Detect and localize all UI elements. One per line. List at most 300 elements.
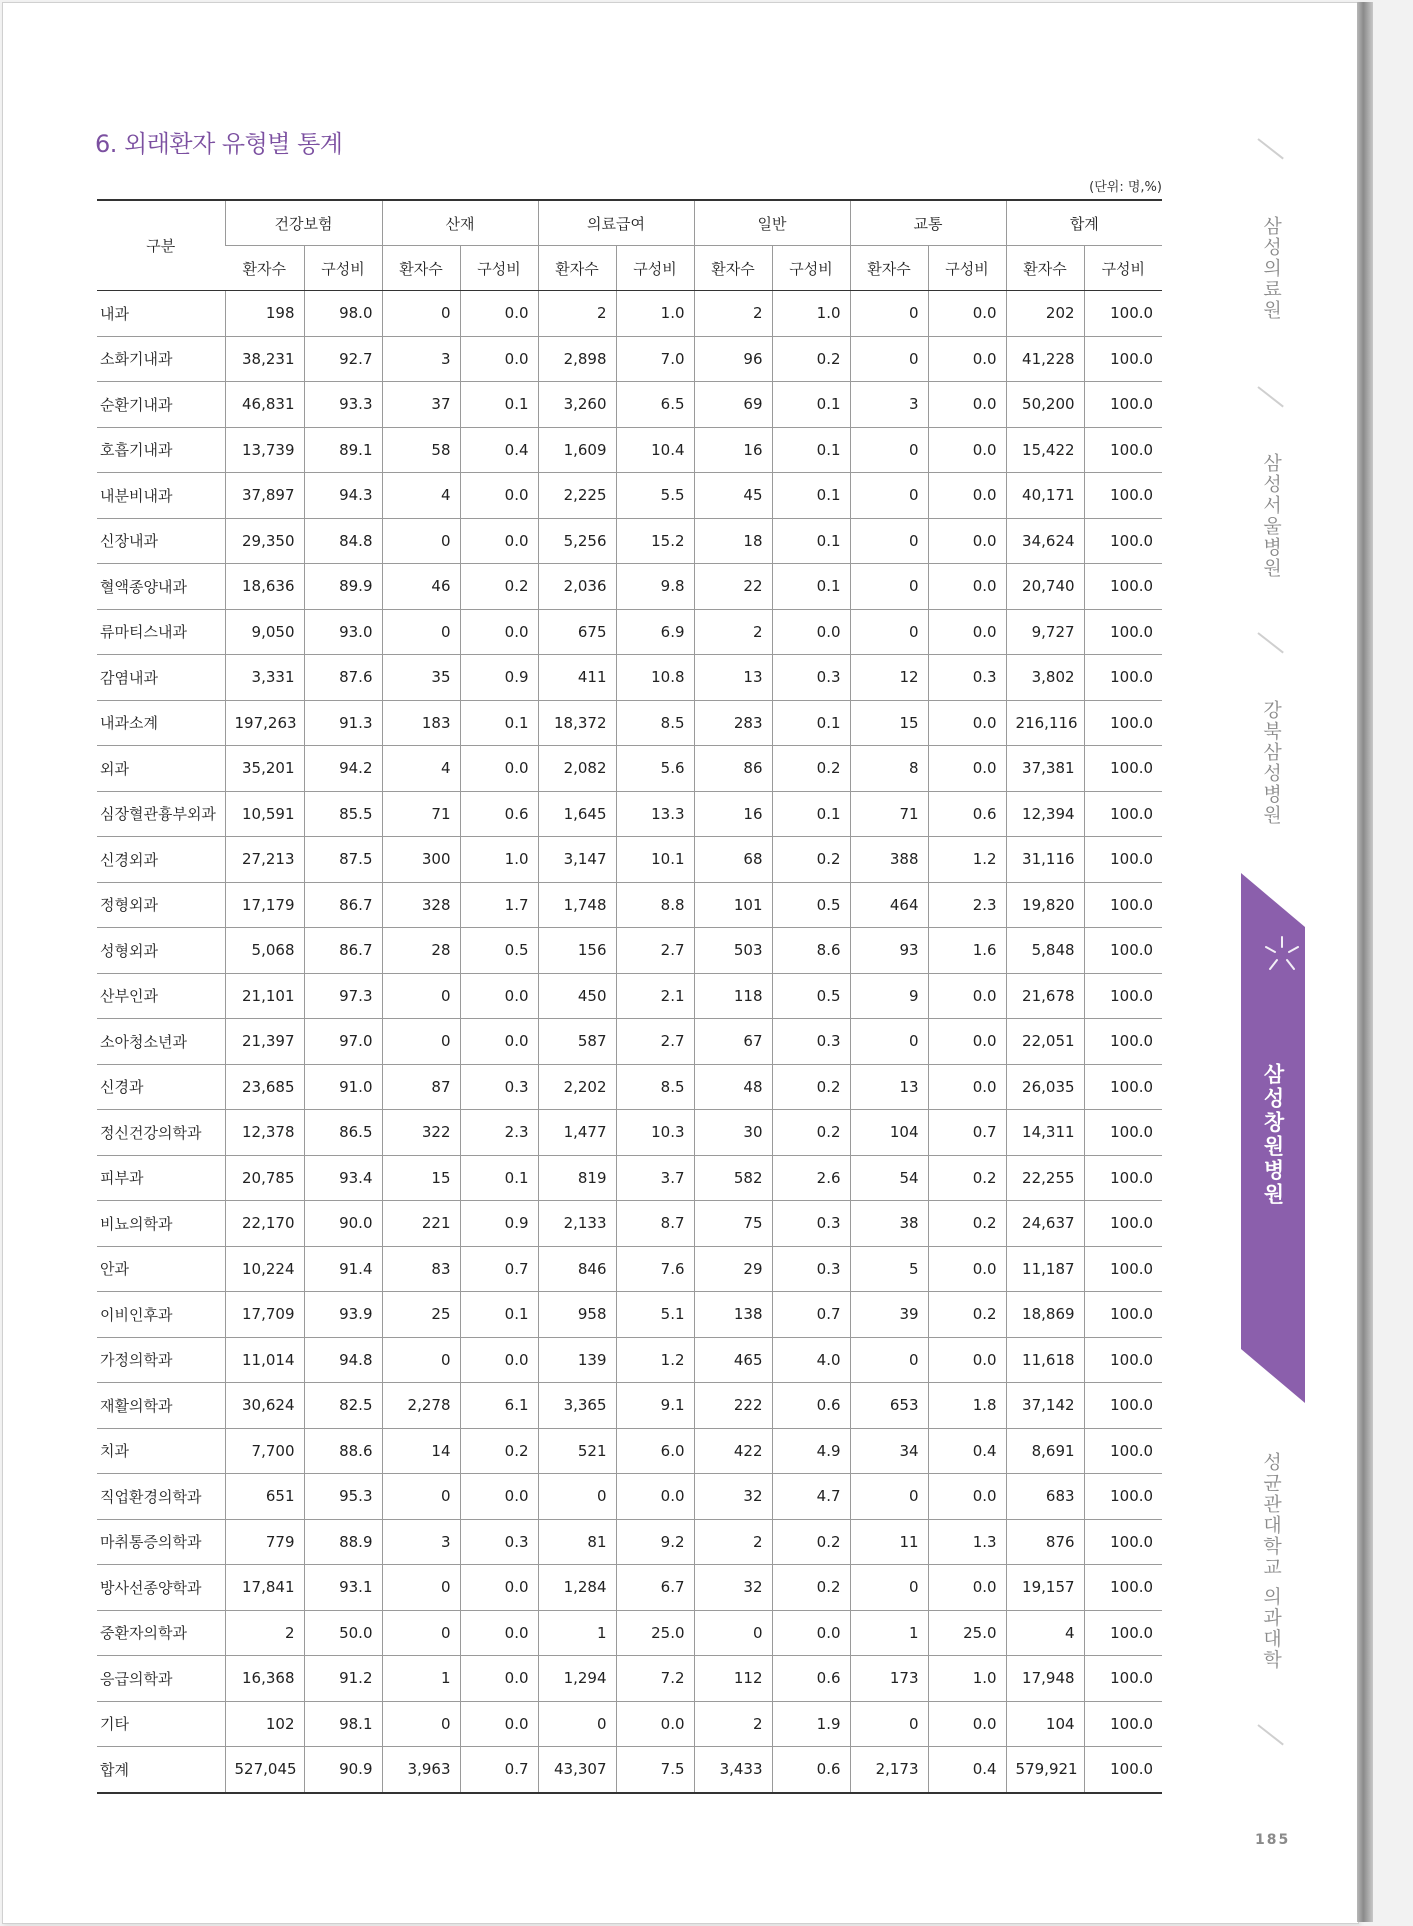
cell-ratio: 1.3 bbox=[928, 1519, 1006, 1565]
cell-ratio: 10.1 bbox=[616, 837, 694, 883]
row-label: 안과 bbox=[97, 1246, 225, 1292]
table-row bbox=[97, 1019, 1162, 1065]
cell-patients: 3,365 bbox=[538, 1383, 616, 1429]
cell-patients: 197,263 bbox=[225, 700, 304, 746]
cell-ratio: 100.0 bbox=[1084, 1019, 1162, 1065]
cell-ratio: 1.0 bbox=[616, 291, 694, 337]
cell-patients: 300 bbox=[382, 837, 460, 883]
cell-ratio: 0.0 bbox=[928, 700, 1006, 746]
cell-patients: 18,372 bbox=[538, 700, 616, 746]
cell-patients: 18,869 bbox=[1006, 1292, 1084, 1338]
cell-ratio: 0.2 bbox=[460, 1428, 538, 1474]
cell-ratio: 0.0 bbox=[928, 973, 1006, 1019]
cell-patients: 13 bbox=[694, 655, 772, 701]
cell-ratio: 0.9 bbox=[460, 1201, 538, 1247]
cell-patients: 5,848 bbox=[1006, 928, 1084, 974]
cell-ratio: 6.1 bbox=[460, 1383, 538, 1429]
cell-ratio: 0.1 bbox=[772, 382, 850, 428]
cell-patients: 0 bbox=[850, 1701, 928, 1747]
cell-patients: 0 bbox=[850, 609, 928, 655]
cell-ratio: 100.0 bbox=[1084, 1110, 1162, 1156]
row-label: 내과 bbox=[97, 291, 225, 337]
cell-ratio: 0.0 bbox=[460, 1474, 538, 1520]
row-label: 소화기내과 bbox=[97, 336, 225, 382]
cell-patients: 0 bbox=[382, 291, 460, 337]
cell-ratio: 85.5 bbox=[304, 791, 382, 837]
cell-patients: 38,231 bbox=[225, 336, 304, 382]
side-nav-item-samsung-medical[interactable]: 삼성의료원 bbox=[1260, 216, 1282, 321]
cell-ratio: 100.0 bbox=[1084, 291, 1162, 337]
cell-patients: 0 bbox=[850, 518, 928, 564]
cell-ratio: 9.2 bbox=[616, 1519, 694, 1565]
cell-ratio: 8.5 bbox=[616, 1064, 694, 1110]
cell-ratio: 87.6 bbox=[304, 655, 382, 701]
cell-ratio: 0.2 bbox=[772, 1064, 850, 1110]
cell-ratio: 2.7 bbox=[616, 928, 694, 974]
cell-patients: 28 bbox=[382, 928, 460, 974]
cell-ratio: 0.0 bbox=[460, 973, 538, 1019]
cell-patients: 7,700 bbox=[225, 1428, 304, 1474]
group-header: 합계 bbox=[1006, 200, 1162, 246]
sub-header-patients: 환자수 bbox=[538, 246, 616, 291]
cell-ratio: 94.3 bbox=[304, 473, 382, 519]
cell-patients: 464 bbox=[850, 882, 928, 928]
cell-ratio: 0.3 bbox=[460, 1519, 538, 1565]
cell-ratio: 0.0 bbox=[460, 609, 538, 655]
cell-patients: 41,228 bbox=[1006, 336, 1084, 382]
cell-ratio: 0.0 bbox=[928, 1565, 1006, 1611]
cell-ratio: 6.9 bbox=[616, 609, 694, 655]
cell-patients: 1,294 bbox=[538, 1656, 616, 1702]
cell-patients: 0 bbox=[382, 1701, 460, 1747]
cell-ratio: 8.7 bbox=[616, 1201, 694, 1247]
cell-ratio: 4.0 bbox=[772, 1337, 850, 1383]
cell-patients: 16 bbox=[694, 427, 772, 473]
cell-ratio: 91.0 bbox=[304, 1064, 382, 1110]
cell-patients: 11,187 bbox=[1006, 1246, 1084, 1292]
cell-patients: 1,645 bbox=[538, 791, 616, 837]
table-row bbox=[97, 1565, 1162, 1611]
cell-patients: 37,897 bbox=[225, 473, 304, 519]
cell-ratio: 100.0 bbox=[1084, 473, 1162, 519]
cell-patients: 31,116 bbox=[1006, 837, 1084, 883]
cell-patients: 30 bbox=[694, 1110, 772, 1156]
cell-ratio: 93.3 bbox=[304, 382, 382, 428]
table-row bbox=[97, 746, 1162, 792]
side-nav-item-samsung-changwon[interactable]: 삼성창원병원 bbox=[1261, 1063, 1285, 1207]
cell-patients: 579,921 bbox=[1006, 1747, 1084, 1793]
cell-patients: 139 bbox=[538, 1337, 616, 1383]
sub-header-ratio: 구성비 bbox=[304, 246, 382, 291]
cell-ratio: 0.0 bbox=[928, 473, 1006, 519]
table-header bbox=[97, 200, 1162, 291]
cell-patients: 221 bbox=[382, 1201, 460, 1247]
cell-patients: 10,591 bbox=[225, 791, 304, 837]
row-label: 신장내과 bbox=[97, 518, 225, 564]
cell-ratio: 100.0 bbox=[1084, 973, 1162, 1019]
cell-patients: 34 bbox=[850, 1428, 928, 1474]
cell-patients: 8,691 bbox=[1006, 1428, 1084, 1474]
cell-patients: 21,101 bbox=[225, 973, 304, 1019]
table-row bbox=[97, 882, 1162, 928]
cell-patients: 0 bbox=[382, 1337, 460, 1383]
cell-ratio: 2.6 bbox=[772, 1155, 850, 1201]
cell-ratio: 94.2 bbox=[304, 746, 382, 792]
sub-header-patients: 환자수 bbox=[850, 246, 928, 291]
cell-ratio: 0.0 bbox=[928, 564, 1006, 610]
cell-patients: 2,278 bbox=[382, 1383, 460, 1429]
cell-patients: 2 bbox=[538, 291, 616, 337]
page-number: 185 bbox=[1255, 1832, 1291, 1848]
cell-ratio: 0.2 bbox=[772, 1519, 850, 1565]
cell-ratio: 0.0 bbox=[928, 609, 1006, 655]
cell-patients: 582 bbox=[694, 1155, 772, 1201]
cell-ratio: 0.0 bbox=[460, 1019, 538, 1065]
cell-patients: 0 bbox=[382, 1474, 460, 1520]
page-edge bbox=[1357, 2, 1373, 1922]
cell-patients: 26,035 bbox=[1006, 1064, 1084, 1110]
row-label: 내분비내과 bbox=[97, 473, 225, 519]
cell-ratio: 0.0 bbox=[928, 1246, 1006, 1292]
cell-ratio: 0.0 bbox=[460, 518, 538, 564]
cell-ratio: 100.0 bbox=[1084, 746, 1162, 792]
cell-ratio: 0.5 bbox=[772, 882, 850, 928]
cell-patients: 283 bbox=[694, 700, 772, 746]
cell-patients: 0 bbox=[382, 1610, 460, 1656]
table-row bbox=[97, 564, 1162, 610]
cell-ratio: 0.1 bbox=[772, 700, 850, 746]
row-label: 중환자의학과 bbox=[97, 1610, 225, 1656]
row-label: 이비인후과 bbox=[97, 1292, 225, 1338]
cell-ratio: 0.2 bbox=[928, 1201, 1006, 1247]
table-row bbox=[97, 518, 1162, 564]
cell-patients: 846 bbox=[538, 1246, 616, 1292]
cell-ratio: 93.1 bbox=[304, 1565, 382, 1611]
cell-patients: 81 bbox=[538, 1519, 616, 1565]
cell-ratio: 0.3 bbox=[772, 655, 850, 701]
cell-ratio: 13.3 bbox=[616, 791, 694, 837]
cell-ratio: 9.8 bbox=[616, 564, 694, 610]
cell-ratio: 0.3 bbox=[772, 1246, 850, 1292]
table-row bbox=[97, 1337, 1162, 1383]
cell-ratio: 0.0 bbox=[928, 746, 1006, 792]
sub-header-patients: 환자수 bbox=[225, 246, 304, 291]
cell-patients: 779 bbox=[225, 1519, 304, 1565]
group-header: 일반 bbox=[694, 200, 850, 246]
cell-ratio: 90.9 bbox=[304, 1747, 382, 1793]
cell-patients: 651 bbox=[225, 1474, 304, 1520]
cell-ratio: 88.6 bbox=[304, 1428, 382, 1474]
cell-patients: 3,260 bbox=[538, 382, 616, 428]
cell-ratio: 90.0 bbox=[304, 1201, 382, 1247]
cell-ratio: 1.8 bbox=[928, 1383, 1006, 1429]
cell-patients: 19,820 bbox=[1006, 882, 1084, 928]
cell-ratio: 0.2 bbox=[460, 564, 538, 610]
row-label: 내과소계 bbox=[97, 700, 225, 746]
cell-patients: 9 bbox=[850, 973, 928, 1019]
row-label: 정형외과 bbox=[97, 882, 225, 928]
cell-patients: 34,624 bbox=[1006, 518, 1084, 564]
cell-patients: 17,841 bbox=[225, 1565, 304, 1611]
cell-ratio: 100.0 bbox=[1084, 1656, 1162, 1702]
cell-ratio: 1.9 bbox=[772, 1701, 850, 1747]
cell-ratio: 0.0 bbox=[928, 1337, 1006, 1383]
cell-patients: 2,202 bbox=[538, 1064, 616, 1110]
cell-patients: 422 bbox=[694, 1428, 772, 1474]
cell-patients: 1 bbox=[538, 1610, 616, 1656]
cell-patients: 0 bbox=[850, 291, 928, 337]
cell-patients: 101 bbox=[694, 882, 772, 928]
cell-ratio: 0.0 bbox=[928, 427, 1006, 473]
cell-ratio: 100.0 bbox=[1084, 928, 1162, 974]
cell-patients: 2,898 bbox=[538, 336, 616, 382]
table-row bbox=[97, 609, 1162, 655]
cell-ratio: 97.3 bbox=[304, 973, 382, 1019]
cell-patients: 876 bbox=[1006, 1519, 1084, 1565]
cell-ratio: 1.0 bbox=[772, 291, 850, 337]
side-nav-item-kangbuk-samsung[interactable]: 강북삼성병원 bbox=[1260, 700, 1282, 826]
cell-patients: 22,051 bbox=[1006, 1019, 1084, 1065]
cell-patients: 75 bbox=[694, 1201, 772, 1247]
cell-patients: 173 bbox=[850, 1656, 928, 1702]
cell-patients: 93 bbox=[850, 928, 928, 974]
sub-header-ratio: 구성비 bbox=[616, 246, 694, 291]
cell-patients: 4 bbox=[382, 746, 460, 792]
table-row bbox=[97, 427, 1162, 473]
cell-patients: 67 bbox=[694, 1019, 772, 1065]
cell-patients: 11,014 bbox=[225, 1337, 304, 1383]
table-row bbox=[97, 791, 1162, 837]
cell-ratio: 0.9 bbox=[460, 655, 538, 701]
cell-ratio: 6.5 bbox=[616, 382, 694, 428]
row-label: 치과 bbox=[97, 1428, 225, 1474]
cell-patients: 48 bbox=[694, 1064, 772, 1110]
cell-ratio: 86.7 bbox=[304, 928, 382, 974]
cell-ratio: 0.6 bbox=[928, 791, 1006, 837]
cell-ratio: 100.0 bbox=[1084, 1201, 1162, 1247]
cell-ratio: 100.0 bbox=[1084, 1383, 1162, 1429]
cell-ratio: 100.0 bbox=[1084, 791, 1162, 837]
cell-ratio: 4.7 bbox=[772, 1474, 850, 1520]
cell-patients: 12,378 bbox=[225, 1110, 304, 1156]
cell-ratio: 97.0 bbox=[304, 1019, 382, 1065]
cell-patients: 521 bbox=[538, 1428, 616, 1474]
cell-ratio: 0.0 bbox=[460, 1656, 538, 1702]
cell-patients: 1,748 bbox=[538, 882, 616, 928]
total-row bbox=[97, 1747, 1162, 1793]
cell-ratio: 0.0 bbox=[616, 1701, 694, 1747]
cell-patients: 328 bbox=[382, 882, 460, 928]
cell-ratio: 93.4 bbox=[304, 1155, 382, 1201]
cell-patients: 18 bbox=[694, 518, 772, 564]
cell-patients: 9,050 bbox=[225, 609, 304, 655]
table-row bbox=[97, 1701, 1162, 1747]
section-title: 6. 외래환자 유형별 통계 bbox=[95, 130, 343, 158]
cell-ratio: 100.0 bbox=[1084, 427, 1162, 473]
cell-ratio: 100.0 bbox=[1084, 1747, 1162, 1793]
cell-patients: 683 bbox=[1006, 1474, 1084, 1520]
cell-patients: 20,740 bbox=[1006, 564, 1084, 610]
cell-patients: 29 bbox=[694, 1246, 772, 1292]
cell-patients: 198 bbox=[225, 291, 304, 337]
cell-patients: 2 bbox=[694, 609, 772, 655]
cell-ratio: 92.7 bbox=[304, 336, 382, 382]
cell-ratio: 0.3 bbox=[928, 655, 1006, 701]
row-label: 소아청소년과 bbox=[97, 1019, 225, 1065]
row-label: 재활의학과 bbox=[97, 1383, 225, 1429]
cell-patients: 19,157 bbox=[1006, 1565, 1084, 1611]
row-label: 감염내과 bbox=[97, 655, 225, 701]
cell-patients: 3 bbox=[850, 382, 928, 428]
table-row bbox=[97, 473, 1162, 519]
unit-label: (단위: 명,%) bbox=[1089, 180, 1162, 195]
cell-patients: 183 bbox=[382, 700, 460, 746]
cell-patients: 156 bbox=[538, 928, 616, 974]
row-label: 정신건강의학과 bbox=[97, 1110, 225, 1156]
cell-ratio: 0.0 bbox=[460, 291, 538, 337]
table-row bbox=[97, 928, 1162, 974]
cell-patients: 1 bbox=[382, 1656, 460, 1702]
cell-patients: 2,082 bbox=[538, 746, 616, 792]
cell-ratio: 91.4 bbox=[304, 1246, 382, 1292]
cell-patients: 2 bbox=[694, 1519, 772, 1565]
outpatient-stats-table bbox=[97, 199, 1162, 1794]
cell-patients: 37 bbox=[382, 382, 460, 428]
cell-patients: 411 bbox=[538, 655, 616, 701]
spark-icon bbox=[1262, 935, 1302, 975]
cell-patients: 23,685 bbox=[225, 1064, 304, 1110]
table-row bbox=[97, 1201, 1162, 1247]
cell-ratio: 0.5 bbox=[460, 928, 538, 974]
cell-patients: 5,068 bbox=[225, 928, 304, 974]
cell-patients: 5 bbox=[850, 1246, 928, 1292]
group-header: 교통 bbox=[850, 200, 1006, 246]
row-label: 직업환경의학과 bbox=[97, 1474, 225, 1520]
cell-ratio: 7.2 bbox=[616, 1656, 694, 1702]
cell-ratio: 93.9 bbox=[304, 1292, 382, 1338]
side-nav-item-samsung-seoul[interactable]: 삼성서울병원 bbox=[1260, 453, 1282, 579]
cell-patients: 3 bbox=[382, 1519, 460, 1565]
cell-patients: 45 bbox=[694, 473, 772, 519]
cell-ratio: 0.1 bbox=[772, 564, 850, 610]
table-row bbox=[97, 837, 1162, 883]
cell-patients: 819 bbox=[538, 1155, 616, 1201]
cell-patients: 3,331 bbox=[225, 655, 304, 701]
cell-patients: 0 bbox=[850, 473, 928, 519]
row-label: 신경과 bbox=[97, 1064, 225, 1110]
cell-patients: 2 bbox=[694, 1701, 772, 1747]
cell-patients: 38 bbox=[850, 1201, 928, 1247]
cell-patients: 587 bbox=[538, 1019, 616, 1065]
cell-ratio: 0.0 bbox=[928, 1474, 1006, 1520]
table-row bbox=[97, 1428, 1162, 1474]
cell-ratio: 0.2 bbox=[772, 746, 850, 792]
cell-patients: 958 bbox=[538, 1292, 616, 1338]
cell-ratio: 0.4 bbox=[460, 427, 538, 473]
cell-ratio: 0.4 bbox=[928, 1428, 1006, 1474]
cell-patients: 17,709 bbox=[225, 1292, 304, 1338]
cell-ratio: 0.0 bbox=[460, 1610, 538, 1656]
cell-patients: 32 bbox=[694, 1565, 772, 1611]
cell-patients: 3,963 bbox=[382, 1747, 460, 1793]
table-row bbox=[97, 1519, 1162, 1565]
cell-patients: 16,368 bbox=[225, 1656, 304, 1702]
cell-ratio: 100.0 bbox=[1084, 1064, 1162, 1110]
group-header: 의료급여 bbox=[538, 200, 694, 246]
table-row bbox=[97, 655, 1162, 701]
cell-patients: 2,173 bbox=[850, 1747, 928, 1793]
cell-patients: 104 bbox=[850, 1110, 928, 1156]
cell-ratio: 0.2 bbox=[772, 336, 850, 382]
cell-ratio: 7.6 bbox=[616, 1246, 694, 1292]
row-label: 비뇨의학과 bbox=[97, 1201, 225, 1247]
cell-patients: 58 bbox=[382, 427, 460, 473]
cell-ratio: 0.0 bbox=[460, 473, 538, 519]
sub-header-patients: 환자수 bbox=[694, 246, 772, 291]
cell-ratio: 0.3 bbox=[772, 1201, 850, 1247]
cell-patients: 0 bbox=[382, 518, 460, 564]
cell-ratio: 2.1 bbox=[616, 973, 694, 1019]
cell-patients: 16 bbox=[694, 791, 772, 837]
cell-ratio: 1.7 bbox=[460, 882, 538, 928]
cell-ratio: 0.0 bbox=[928, 291, 1006, 337]
cell-ratio: 100.0 bbox=[1084, 837, 1162, 883]
cell-ratio: 6.0 bbox=[616, 1428, 694, 1474]
row-label: 신경외과 bbox=[97, 837, 225, 883]
cell-ratio: 100.0 bbox=[1084, 382, 1162, 428]
cell-ratio: 10.3 bbox=[616, 1110, 694, 1156]
cell-patients: 2 bbox=[225, 1610, 304, 1656]
cell-patients: 11,618 bbox=[1006, 1337, 1084, 1383]
cell-ratio: 5.5 bbox=[616, 473, 694, 519]
cell-ratio: 0.6 bbox=[772, 1656, 850, 1702]
cell-patients: 32 bbox=[694, 1474, 772, 1520]
cell-patients: 9,727 bbox=[1006, 609, 1084, 655]
cell-patients: 202 bbox=[1006, 291, 1084, 337]
row-label: 류마티스내과 bbox=[97, 609, 225, 655]
cell-ratio: 100.0 bbox=[1084, 1565, 1162, 1611]
table-row bbox=[97, 973, 1162, 1019]
cell-ratio: 0.4 bbox=[928, 1747, 1006, 1793]
cell-ratio: 0.0 bbox=[772, 609, 850, 655]
sub-header-ratio: 구성비 bbox=[1084, 246, 1162, 291]
cell-ratio: 0.0 bbox=[928, 1701, 1006, 1747]
cell-patients: 0 bbox=[538, 1701, 616, 1747]
cell-ratio: 100.0 bbox=[1084, 336, 1162, 382]
cell-ratio: 91.3 bbox=[304, 700, 382, 746]
cell-ratio: 84.8 bbox=[304, 518, 382, 564]
cell-patients: 22,170 bbox=[225, 1201, 304, 1247]
cell-ratio: 0.1 bbox=[460, 1155, 538, 1201]
cell-patients: 37,381 bbox=[1006, 746, 1084, 792]
cell-patients: 15 bbox=[382, 1155, 460, 1201]
cell-patients: 0 bbox=[850, 1474, 928, 1520]
cell-ratio: 0.7 bbox=[928, 1110, 1006, 1156]
cell-patients: 0 bbox=[538, 1474, 616, 1520]
cell-patients: 3,433 bbox=[694, 1747, 772, 1793]
cell-patients: 96 bbox=[694, 336, 772, 382]
cell-patients: 71 bbox=[850, 791, 928, 837]
cell-ratio: 5.6 bbox=[616, 746, 694, 792]
row-label: 성형외과 bbox=[97, 928, 225, 974]
table-row bbox=[97, 1064, 1162, 1110]
cell-ratio: 0.0 bbox=[460, 746, 538, 792]
cell-patients: 14 bbox=[382, 1428, 460, 1474]
side-nav-item-skku-medicine[interactable]: 성균관대학교 의과대학 bbox=[1260, 1452, 1282, 1671]
cell-patients: 653 bbox=[850, 1383, 928, 1429]
cell-ratio: 10.4 bbox=[616, 427, 694, 473]
cell-patients: 0 bbox=[850, 564, 928, 610]
